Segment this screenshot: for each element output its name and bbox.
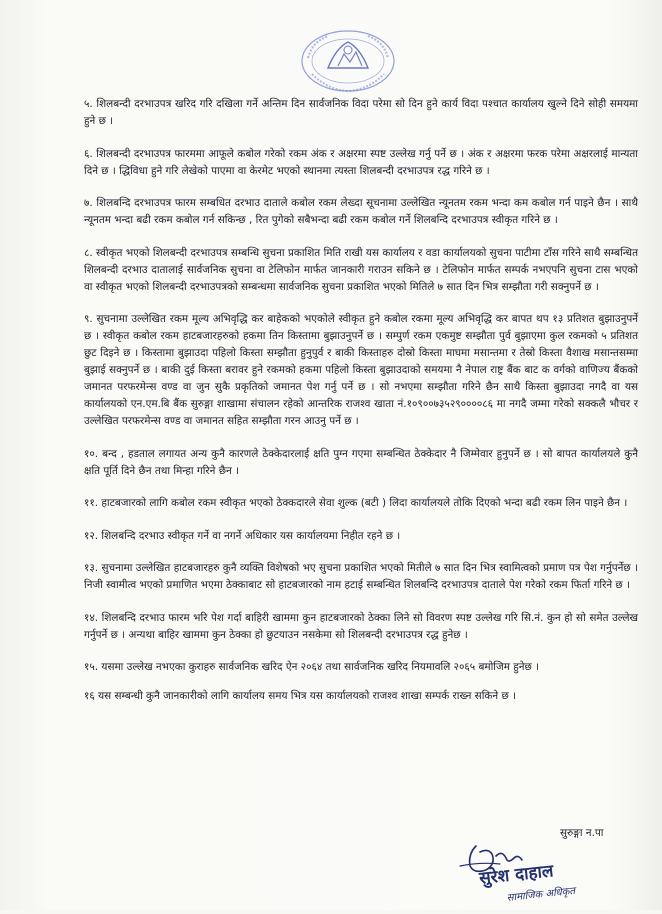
- clause-16: १६ यस सम्बन्धी कुनै जानकारीको लागि कार्यालय समय भित्र यस कार्यालयको राजश्व शाखा सम्पर्क राख्न सकिने छ ।: [84, 690, 516, 702]
- terms-list: [84, 96, 638, 717]
- clause-8: ८. स्वीकृत भएको शिलबन्दी दरभाउपत्र सम्बन्धि सुचना प्रकाशित मिति राखी यस कार्यालय र वडा कार्यालयको सुचना पाटीमा टाँस गरिने साथै सम्बन्धित शिलबन्दी दरभाउ दातालाई सार्वजनिक सुचना वा टेलिफोन मार्फत जानकारी गराउन सकिने छ । टेलिफोन मार्फत सम्पर्क नभएपनि सुचना टास भएको वा स्वीकृत भएको शिलबन्दी दरभाउपत्रको सम्बन्धमा सार्वजनिक सुचना प्रकाशित भएको मितिले ७ सात दिन भित्र सम्झौता गरी सक्नुपर्ने छ ।: [84, 246, 638, 293]
- clause-11: ११. हाटबजारको लागि कबोल रकम स्वीकृत भएको ठेक्कदारले सेवा शुल्क (बटी ) लिदा कार्यालयले तोकि दिएको भन्दा बढी रकम लिन पाइने छैन ।: [84, 497, 628, 509]
- signatory-title: सामाजिक अधिकृत: [506, 885, 576, 904]
- clause-7: ७. शिलबन्दि दरभाउपत्र फारम सम्बधित दरभाउ दाताले कबोल रकम लेख्दा सूचनामा उल्लेखित न्यूनतम रकम भन्दा कम कबोल गर्न पाइने छैन । साथै न्यूनतम भन्दा बढी रकम कबोल गर्न सकिन्छ , रित पुगेको सबैभन्दा बढी रकम कबोल गर्ने शिलबन्दि दरभाउपत्र स्वीकृत गरिने छ ।: [84, 197, 638, 226]
- clause-12: १२. शिलबन्दि दरभाउ स्वीकृत गर्ने वा नगर्ने अधिकार यस कार्यालयमा निहीत रहने छ ।: [84, 529, 401, 542]
- office-seal-stamp: [298, 28, 398, 98]
- clause-9: ९. सुचनामा उल्लेखित रकम मूल्य अभिवृद्धि कर बाहेकको भएकोले स्वीकृत हुने कबोल रकमा मूल्य अभिवृद्धि कर बापत थप १३ प्रतिशत बुझाउनुपर्ने छ । स्वीकृत कबोल रकम हाटबजारहरुको हकमा तिन किस्तामा बुझाउनुपर्ने छ । सम्पुर्ण रकम एकमुष्ट सम्झौता पुर्व बुझाएमा कुल रकमको ५ प्रतिशत छुट दिइने छ । किस्तामा बुझाउदा पहिलो किस्ता सम्झौता हुनुपुर्व र बाकी किस्ताहरु दोस्रो किस्ता माघमा मसान्तमा र तेस्रो किस्ता वैशाख मसान्तसम्मा बुझाई सक्नुपर्ने छ । बाकी दुई किस्ता बरावर हुने रकमको हकमा पहिलो किस्ता बुझाउदाको समयमा नै नेपाल राष्ट्र बैंक बाट क वर्गको वाणिज्य बैंकको जमानत परफरमेन्स वण्ड वा जुन सुकै प्रकृतिको जमानत पेश गर्नु पर्ने छ । सो नभएमा सम्झौता गरिने छैन साथै किस्ता बुझाउदा नगदै वा यस कार्यालयको एन.एम.बि बैंक सुरुङ्गा शाखामा संचालन रहेको आन्तरिक राजश्व खाता नं.१०९००७३५२९००००८६ मा नगदै जम्मा गरेको सक्कलै भौचर र उल्लेखित परफरमेन्स वण्ड वा जमानत सहित सम्झौता गरन आउनु पर्ने छ ।: [84, 313, 638, 427]
- signatory-name: सुरेश दाहाल: [478, 861, 555, 889]
- clause-14: १४. शिलबन्दि दरभाउ फारम भरि पेश गर्दा बाहिरी खाममा कुन हाटबजारको ठेक्का लिने सो विवरण स्पष्ट उल्लेख गरि सि.नं. कुन हो सो समेत उल्लेख गर्नुपर्ने छ । अन्यथा बाहिर खाममा कुन ठेक्का हो छुटयाउन नसकेमा सो शिलबन्दी दरभाउपत्र रद्ध हुनेछ ।: [84, 611, 638, 641]
- clause-15: १५. यसमा उल्लेख नभएका कुराहरु सार्वजनिक खरिद ऐन २०६४ तथा सार्वजनिक खरिद नियमावलि २०६५ बमोजिम हुनेछ ।: [84, 661, 540, 673]
- municipality-name: सुरुङ्गा न.पा: [560, 827, 604, 839]
- clause-6: ६. शिलबन्दी दरभाउपत्र फारममा आफूले कबोल गरेको रकम अंक र अक्षरमा स्पष्ट उल्लेख गर्नु पर्ने छ । अंक र अक्षरमा फरक परेमा अक्षरलाई मान्यता दिने छ । द्धिविधा हुने गरि लेखेको पाएमा वा केरमेट भएको स्थानमा त्यस्ता शिलबन्दी दरभाउपत्र रद्ध गरिने छ ।: [84, 147, 638, 177]
- clause-13: १३. सुचनामा उल्लेखित हाटबजारहरु कुनै व्यक्ति विशेषको भए सुचना प्रकाशित भएको मितीले ७ सात दिन भित्र स्वामित्वको प्रमाण पत्र पेश गर्नुपर्नेछ । निजी स्वामीत्व भएको प्रमाणित भएमा ठेक्काबाट सो हाटबजारको नाम हटाई सम्बन्धित शिलबन्दि दरभाउपत्र दाताले पेश गरेको रकम फिर्ता गरिने छ ।: [84, 562, 638, 591]
- clause-10: १०. बन्द , हडताल लगायत अन्य कुनै कारणले ठेक्केदारलाई क्षति पुग्न गएमा सम्बन्धित ठेक्केदार नै जिम्मेवार हुनुपर्ने छ । सो बापत कार्यालयले कुनै क्षति पूर्ति दिने छैन तथा मिन्हा गरिने छैन ।: [84, 447, 638, 477]
- clause-5: ५. शिलबन्दी दरभाउपत्र खरिद गरि दखिला गर्ने अन्तिम दिन सार्वजनिक विदा परेमा सो दिन हुने कार्य विदा पश्चात कार्यालय खुल्ने दिने सोही समयमा हुने छ ।: [84, 98, 638, 127]
